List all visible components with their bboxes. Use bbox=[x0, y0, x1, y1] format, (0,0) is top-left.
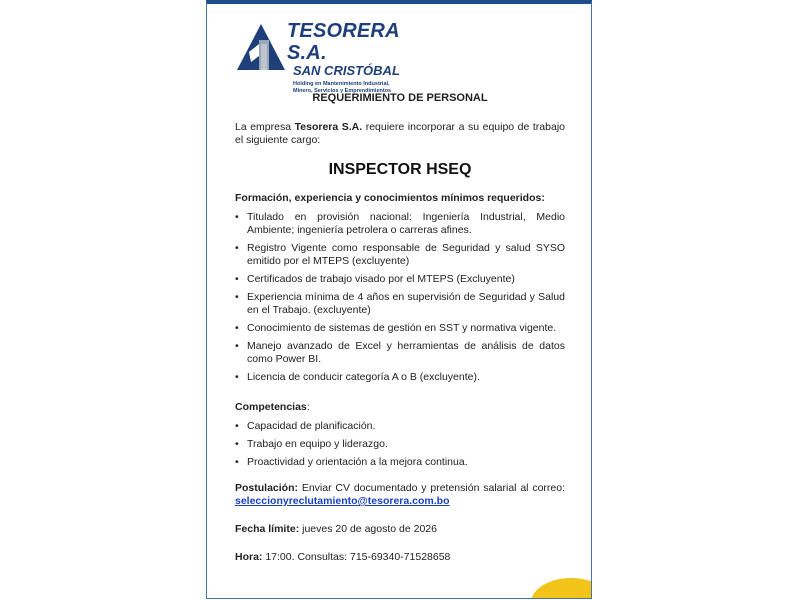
deadline-label: Fecha límite: bbox=[235, 523, 300, 535]
intro-prefix: La empresa bbox=[235, 121, 295, 133]
document-page bbox=[206, 0, 592, 599]
competencies-heading bbox=[235, 401, 565, 414]
company-logo bbox=[235, 18, 435, 94]
logo-name: TESORERA S.A. bbox=[287, 20, 399, 64]
intro-suffix: requiere incorporar a su equipo de trabajo el siguiente cargo: bbox=[235, 121, 565, 146]
list-item: • Trabajo en equipo y liderazgo. bbox=[235, 438, 565, 451]
postulacion-label: Postulación: bbox=[235, 482, 299, 494]
document-body bbox=[235, 92, 565, 564]
intro-company: Tesorera S.A. bbox=[294, 121, 363, 133]
list-item: • Licencia de conducir categoría A o B (excluyente). bbox=[235, 371, 565, 384]
logo-tagline-2: Minero, Servicios y Emprendimientos bbox=[293, 87, 392, 94]
hora-value: 17:00. Consultas: 715-69340-71528658 bbox=[262, 551, 451, 563]
hora-line bbox=[235, 551, 565, 564]
logo-wordmark bbox=[287, 20, 435, 94]
corner-decoration bbox=[531, 578, 592, 599]
competencies-list bbox=[235, 420, 565, 469]
list-item: • Proactividad y orientación a la mejora continua. bbox=[235, 456, 565, 469]
logo-subtitle: SAN CRISTÓBAL bbox=[293, 63, 400, 78]
list-item: • Registro Vigente como responsable de Seguridad y salud SYSO emitido por el MTEPS (excluyente) bbox=[235, 242, 565, 268]
list-item: • Experiencia mínima de 4 años en supervisión de Seguridad y Salud en el Trabajo. (excluyente) bbox=[235, 291, 565, 317]
job-title: INSPECTOR HSEQ bbox=[328, 161, 472, 178]
intro-paragraph bbox=[235, 121, 565, 147]
list-item: • Manejo avanzado de Excel y herramientas de análisis de datos como Power BI. bbox=[235, 340, 565, 366]
list-item: • Capacidad de planificación. bbox=[235, 420, 565, 433]
postulacion-paragraph bbox=[235, 482, 565, 508]
postulacion-text: Enviar CV documentado y pretensión salarial al correo: bbox=[298, 482, 565, 494]
deadline-line bbox=[235, 523, 565, 536]
requirements-list bbox=[235, 211, 565, 384]
hora-label: Hora: bbox=[235, 551, 263, 563]
document-heading: REQUERIMIENTO DE PERSONAL bbox=[312, 92, 488, 104]
deadline-value: jueves 20 de agosto de 2026 bbox=[299, 523, 437, 535]
list-item: • Titulado en provisión nacional: Ingeniería Industrial, Medio Ambiente; ingeniería petrolera o carreras afines. bbox=[235, 211, 565, 237]
list-item: • Certificados de trabajo visado por el MTEPS (Excluyente) bbox=[235, 273, 565, 286]
logo-tagline-1: Holding en Mantenimiento Industrial, bbox=[293, 81, 390, 87]
list-item: • Conocimiento de sistemas de gestión en SST y normativa vigente. bbox=[235, 322, 565, 335]
requirements-heading: Formación, experiencia y conocimientos mínimos requeridos: bbox=[235, 192, 545, 204]
competencies-colon: : bbox=[306, 401, 310, 413]
logo-triangle-icon bbox=[235, 22, 287, 72]
competencies-label: Competencias bbox=[235, 401, 307, 413]
email-link[interactable]: seleccionyreclutamiento@tesorera.com.bo bbox=[235, 495, 450, 507]
